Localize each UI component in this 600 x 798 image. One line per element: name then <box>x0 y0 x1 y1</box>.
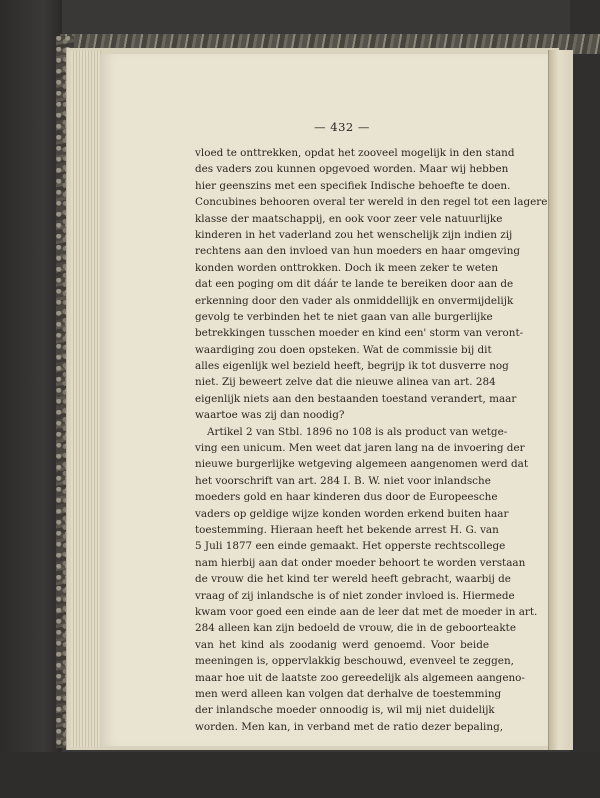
text-line: Concubines behooren overal ter wereld in den regel tot een lagere <box>195 196 548 209</box>
text-line: der inlandsche moeder onnoodig is, wil mij niet duidelijk <box>195 704 495 717</box>
text-line: maar hoe uit de laatste zoo gereedelijk als algemeen aangeno- <box>195 671 525 684</box>
text-line: konden worden onttrokken. Doch ik meen zeker te weten <box>195 261 499 274</box>
text-line: Artikel 2 van Stbl. 1896 no 108 is als product van wetge- <box>207 425 508 438</box>
text-line: klasse der maatschappij, en ook voor zeer vele natuurlijke <box>195 212 503 225</box>
text-line: erkenning door den vader als onmiddellijk en onvermijdelijk <box>195 294 514 307</box>
text-line: waardiging zou doen opsteken. Wat de commissie bij dit <box>195 343 492 356</box>
text-line: kwam voor goed een einde aan de leer dat met de moeder in art. <box>195 605 538 618</box>
text-line: ving een unicum. Men weet dat jaren lang na de invoering der <box>195 442 525 455</box>
text-line: vaders op geldige wijze konden worden erkend buiten haar <box>195 507 509 520</box>
text-line: hier geenszins met een specifiek Indische behoefte te doen. <box>195 179 511 192</box>
text-line: moeders gold en haar kinderen dus door de Europeesche <box>195 491 498 504</box>
text-line: vraag of zij inlandsche is of niet zonder invloed is. Hiermede <box>195 589 515 602</box>
text-line: worden. Men kan, in verband met de ratio dezer bepaling, <box>195 720 504 733</box>
text-line: 284 alleen kan zijn bedoeld de vrouw, die in de geboorteakte <box>195 622 516 635</box>
scan-background-right <box>570 0 600 798</box>
scan-background-bottom <box>0 752 600 798</box>
text-line: men werd alleen kan volgen dat derhalve de toestemming <box>195 687 502 700</box>
text-line: gevolg te verbinden het te niet gaan van alle burgerlijke <box>195 310 493 323</box>
text-line: des vaders zou kunnen opgevoed worden. Maar wij hebben <box>195 163 509 176</box>
text-line: nam hierbij aan dat onder moeder behoort te worden verstaan <box>195 556 526 569</box>
text-line: nieuwe burgerlijke wetgeving algemeen aangenomen werd dat <box>195 458 529 471</box>
text-line: kinderen in het vaderland zou het wenschelijk zijn indien zij <box>195 228 513 241</box>
text-line: meeningen is, oppervlakkig beschouwd, evenveel te zeggen, <box>195 655 514 668</box>
text-line: waartoe was zij dan noodig? <box>195 409 345 422</box>
text-line: vloed te onttrekken, opdat het zooveel mogelijk in den stand <box>195 147 515 159</box>
text-line: van het kind als zoodanig werd genoemd. Voor beide <box>195 638 489 651</box>
text-line: toestemming. Hieraan heeft het bekende arrest H. G. van <box>195 523 499 536</box>
page-number: — 432 — <box>314 120 370 134</box>
text-line: niet. Zij beweert zelve dat die nieuwe alinea van art. 284 <box>195 376 496 389</box>
text-line: alles eigenlijk wel bezield heeft, begrijp ik tot dusverre nog <box>195 360 509 373</box>
facing-page-edge <box>548 50 573 750</box>
text-line: rechtens aan den invloed van hun moeders en haar omgeving <box>195 245 521 258</box>
body-text <box>195 145 548 735</box>
text-line: 5 Juli 1877 een einde gemaakt. Het opperste rechtscollege <box>195 540 506 553</box>
text-line: eigenlijk niets aan den bestaanden toestand verandert, maar <box>195 392 517 405</box>
text-line: dat een poging om dit dáár te lande te bereiken door aan de <box>195 278 514 291</box>
text-line: het voorschrift van art. 284 I. B. W. niet voor inlandsche <box>195 474 491 487</box>
text-line: de vrouw die het kind ter wereld heeft gebracht, waarbij de <box>195 573 511 586</box>
scan-background-left <box>0 0 62 798</box>
text-line: betrekkingen tusschen moeder en kind een' storm van veront- <box>195 327 524 340</box>
